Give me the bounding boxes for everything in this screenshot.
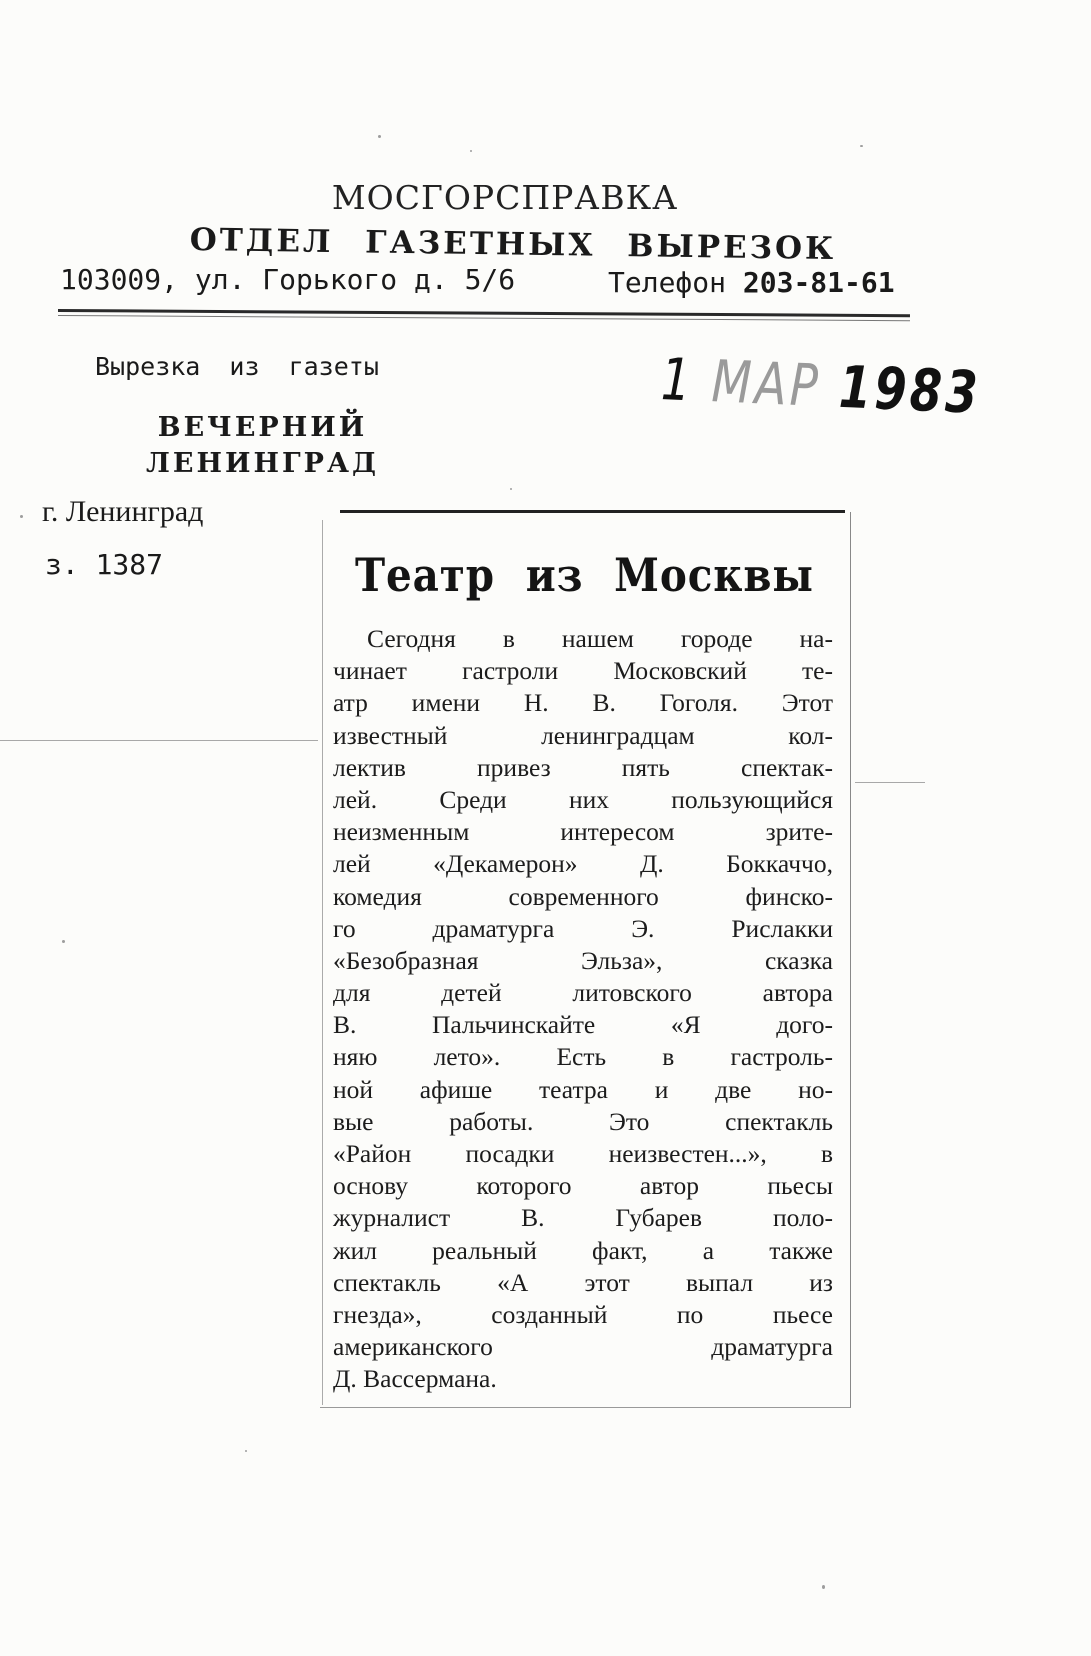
phone [608, 266, 895, 299]
scan-speck [20, 515, 23, 518]
scan-speck [62, 940, 65, 943]
scan-speck [470, 150, 472, 152]
article-line: «Безобразная Эльза», сказка [333, 945, 833, 975]
scan-speck [378, 135, 381, 138]
article-line: американского драматурга [333, 1332, 833, 1362]
article-line: жил реальный факт, а также [333, 1235, 833, 1265]
scan-speck [510, 488, 512, 490]
scan-speck [822, 1585, 825, 1589]
stamp-day: 1 [660, 345, 695, 415]
article-body [333, 623, 833, 1396]
article-line: Д. Вассермана. [333, 1364, 497, 1394]
scan-speck [245, 1450, 247, 1452]
newspaper-title-line-1: ВЕЧЕРНИЙ [157, 412, 368, 443]
newspaper-title-line-2: ЛЕНИНГРАД [146, 448, 379, 479]
article-line: Сегодня в нашем городе на- [367, 624, 833, 653]
article-line: атр имени Н. В. Гоголя. Этот [333, 688, 833, 718]
article-line: гнезда», созданный по пьесе [333, 1299, 833, 1329]
scan-artifact-line [855, 782, 925, 783]
article-line: основу которого автор пьесы [333, 1171, 833, 1201]
org-name: МОСГОРСПРАВКА [331, 178, 679, 217]
article-line: лектив привез пять спектак- [333, 752, 833, 782]
scan-artifact-line [0, 740, 318, 741]
article-line: вые работы. Это спектакль [333, 1106, 833, 1136]
phone-number: 203-81-61 [742, 266, 895, 299]
article-headline: Театр из Москвы [355, 548, 814, 602]
article-line: В. Пальчинскайте «Я дого- [333, 1010, 833, 1040]
department-title: ОТДЕЛ ГАЗЕТНЫХ ВЫРЕЗОК [189, 222, 837, 268]
article-line: чинает гастроли Московский те- [333, 656, 833, 686]
stamp-year: 1983 [837, 352, 982, 427]
article-line: «Район посадки неизвестен...», в [333, 1139, 833, 1168]
article-line: журналист В. Губарев поло- [333, 1203, 833, 1233]
date-stamp [660, 345, 982, 427]
newspaper-title [140, 410, 385, 482]
city: г. Ленинград [42, 495, 204, 528]
article-line: го драматурга Э. Рислакки [333, 913, 833, 943]
article-line: комедия современного финско- [333, 881, 833, 911]
phone-label: Телефон [608, 266, 727, 299]
article-line: лей. Среди них пользующийся [333, 784, 833, 814]
article-line: известный ленинградцам кол- [333, 720, 833, 750]
article-top-rule [340, 510, 845, 513]
scan-speck [860, 145, 863, 147]
article-line: няю лето». Есть в гастроль- [333, 1042, 833, 1072]
article-line: ной афише театра и две но- [333, 1074, 833, 1104]
postal-address: 103009, ул. Горького д. 5/6 [60, 263, 516, 296]
article-line: спектакль «А этот выпал из [333, 1267, 833, 1297]
order-number: з. 1387 [45, 548, 164, 581]
article-line: лей «Декамерон» Д. Боккаччо, [333, 849, 833, 879]
stamp-month: МАР [710, 347, 822, 420]
article-line: для детей литовского автора [333, 978, 833, 1008]
article-line: неизменным интересом зрите- [333, 817, 833, 847]
clipping-label: Вырезка из газеты [95, 352, 379, 381]
article-left-edge [322, 520, 323, 1405]
